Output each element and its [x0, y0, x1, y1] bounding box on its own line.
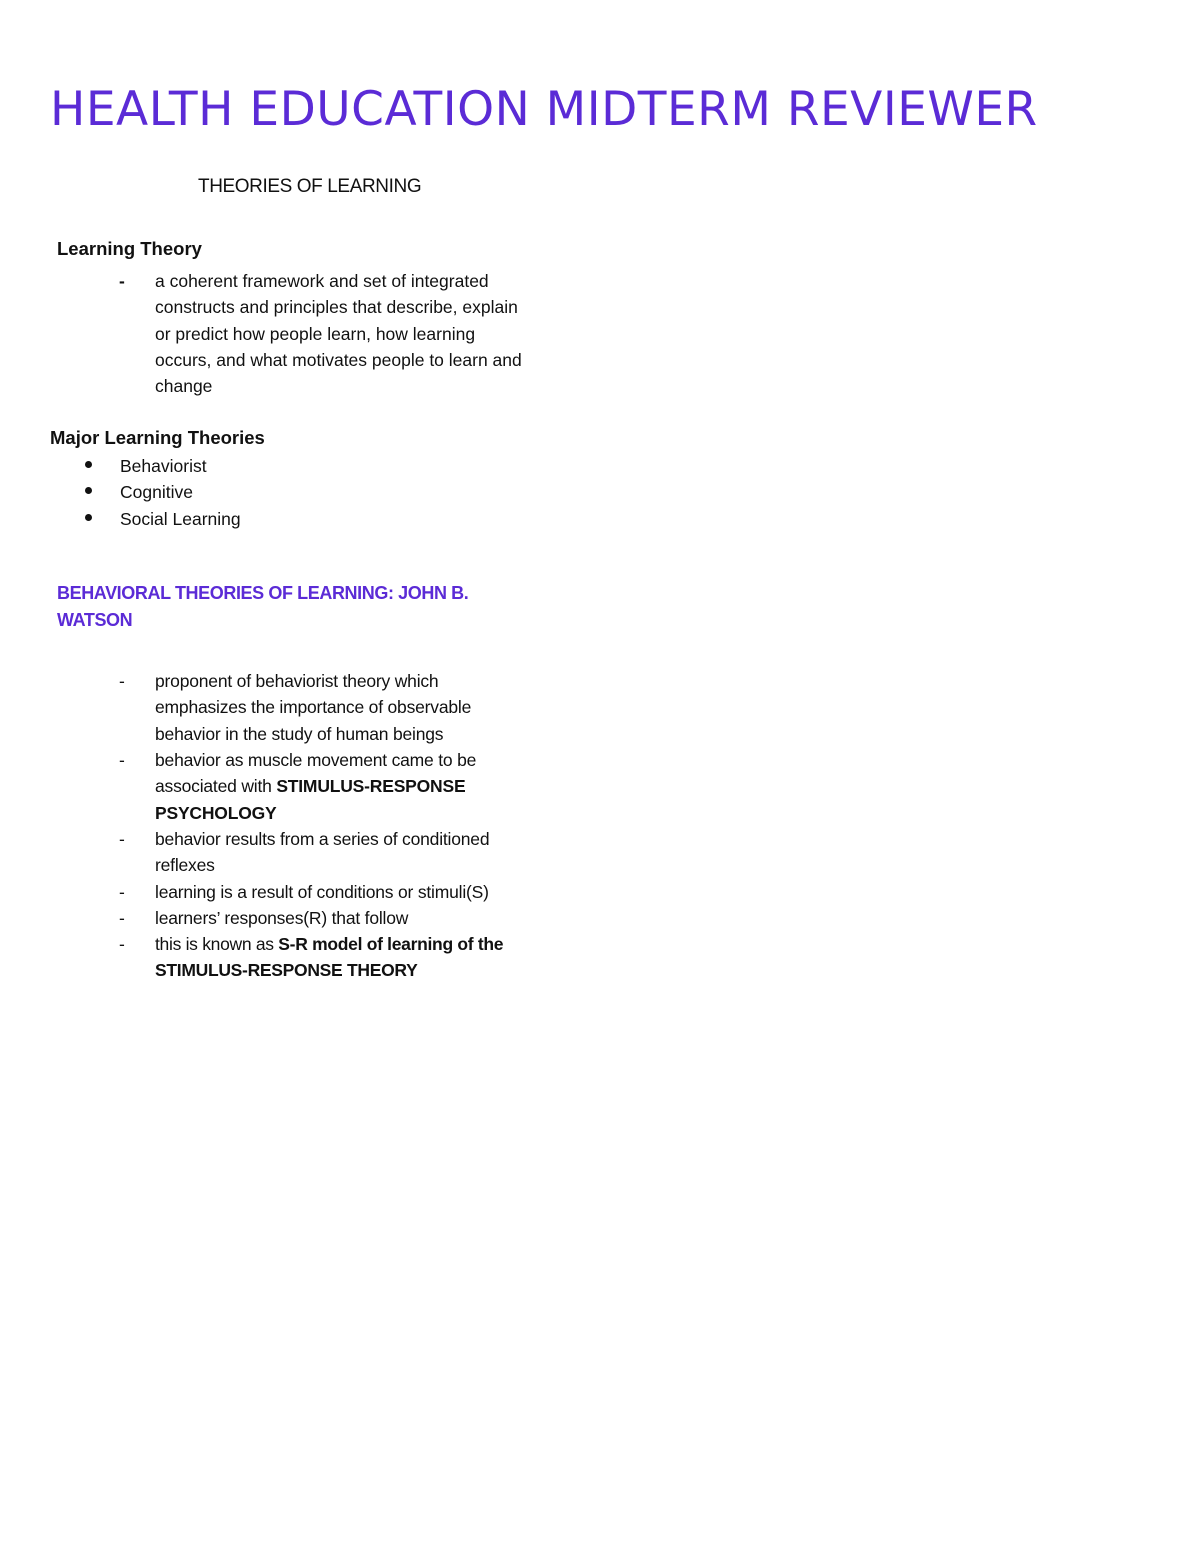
- learning-theory-definition: [155, 268, 595, 399]
- point-emphasis: S-R model of learning of the: [278, 934, 504, 954]
- watson-point: learners’ responses(R) that follow: [155, 908, 409, 928]
- point-emphasis: STIMULUS-RESPONSE THEORY: [155, 960, 418, 981]
- bullet-icon: [85, 514, 92, 521]
- definition-line: or predict how people learn, how learning: [155, 323, 476, 344]
- point-line: [155, 773, 595, 799]
- theory-list-item: Behaviorist: [120, 456, 207, 476]
- dash-marker: -: [119, 882, 125, 902]
- definition-line: change: [155, 376, 213, 397]
- point-emphasis: PSYCHOLOGY: [155, 802, 277, 823]
- watson-point: [155, 826, 595, 879]
- watson-point: [155, 668, 595, 747]
- definition-line: constructs and principles that describe, explain: [155, 297, 518, 318]
- point-emphasis: STIMULUS-RESPONSE: [276, 776, 466, 797]
- dash-marker: -: [119, 271, 125, 291]
- learning-theory-heading: Learning Theory: [57, 238, 202, 259]
- document-title: HEALTH EDUCATION MIDTERM REVIEWER: [50, 82, 1038, 137]
- point-line: emphasizes the importance of observable: [155, 697, 472, 718]
- point-line: reflexes: [155, 855, 215, 876]
- watson-point: [155, 747, 595, 826]
- dash-marker: -: [119, 671, 125, 691]
- section-title: THEORIES OF LEARNING: [198, 176, 422, 197]
- dash-marker: -: [119, 750, 125, 770]
- watson-heading-line: WATSON: [57, 610, 133, 630]
- bullet-icon: [85, 461, 92, 468]
- point-line: proponent of behaviorist theory which: [155, 671, 439, 691]
- dash-marker: -: [119, 908, 125, 928]
- major-theories-heading: Major Learning Theories: [50, 427, 265, 448]
- watson-point: [155, 931, 615, 984]
- theory-list-item: Social Learning: [120, 509, 241, 529]
- watson-point: learning is a result of conditions or stimuli(S): [155, 882, 489, 902]
- definition-line: occurs, and what motivates people to learn and: [155, 349, 522, 370]
- point-text: associated with: [155, 776, 277, 797]
- point-line: behavior in the study of human beings: [155, 723, 444, 744]
- point-line: behavior as muscle movement came to be: [155, 750, 477, 770]
- definition-line: a coherent framework and set of integrated: [155, 271, 489, 291]
- dash-marker: -: [119, 934, 125, 954]
- watson-heading-line: BEHAVIORAL THEORIES OF LEARNING: JOHN B.: [57, 583, 469, 603]
- point-text: this is known as: [155, 934, 279, 954]
- point-line: [155, 931, 615, 957]
- theory-list-item: Cognitive: [120, 482, 193, 502]
- watson-section-heading: [57, 580, 497, 634]
- dash-marker: -: [119, 829, 125, 849]
- point-line: behavior results from a series of conditioned: [155, 829, 490, 849]
- bullet-icon: [85, 487, 92, 494]
